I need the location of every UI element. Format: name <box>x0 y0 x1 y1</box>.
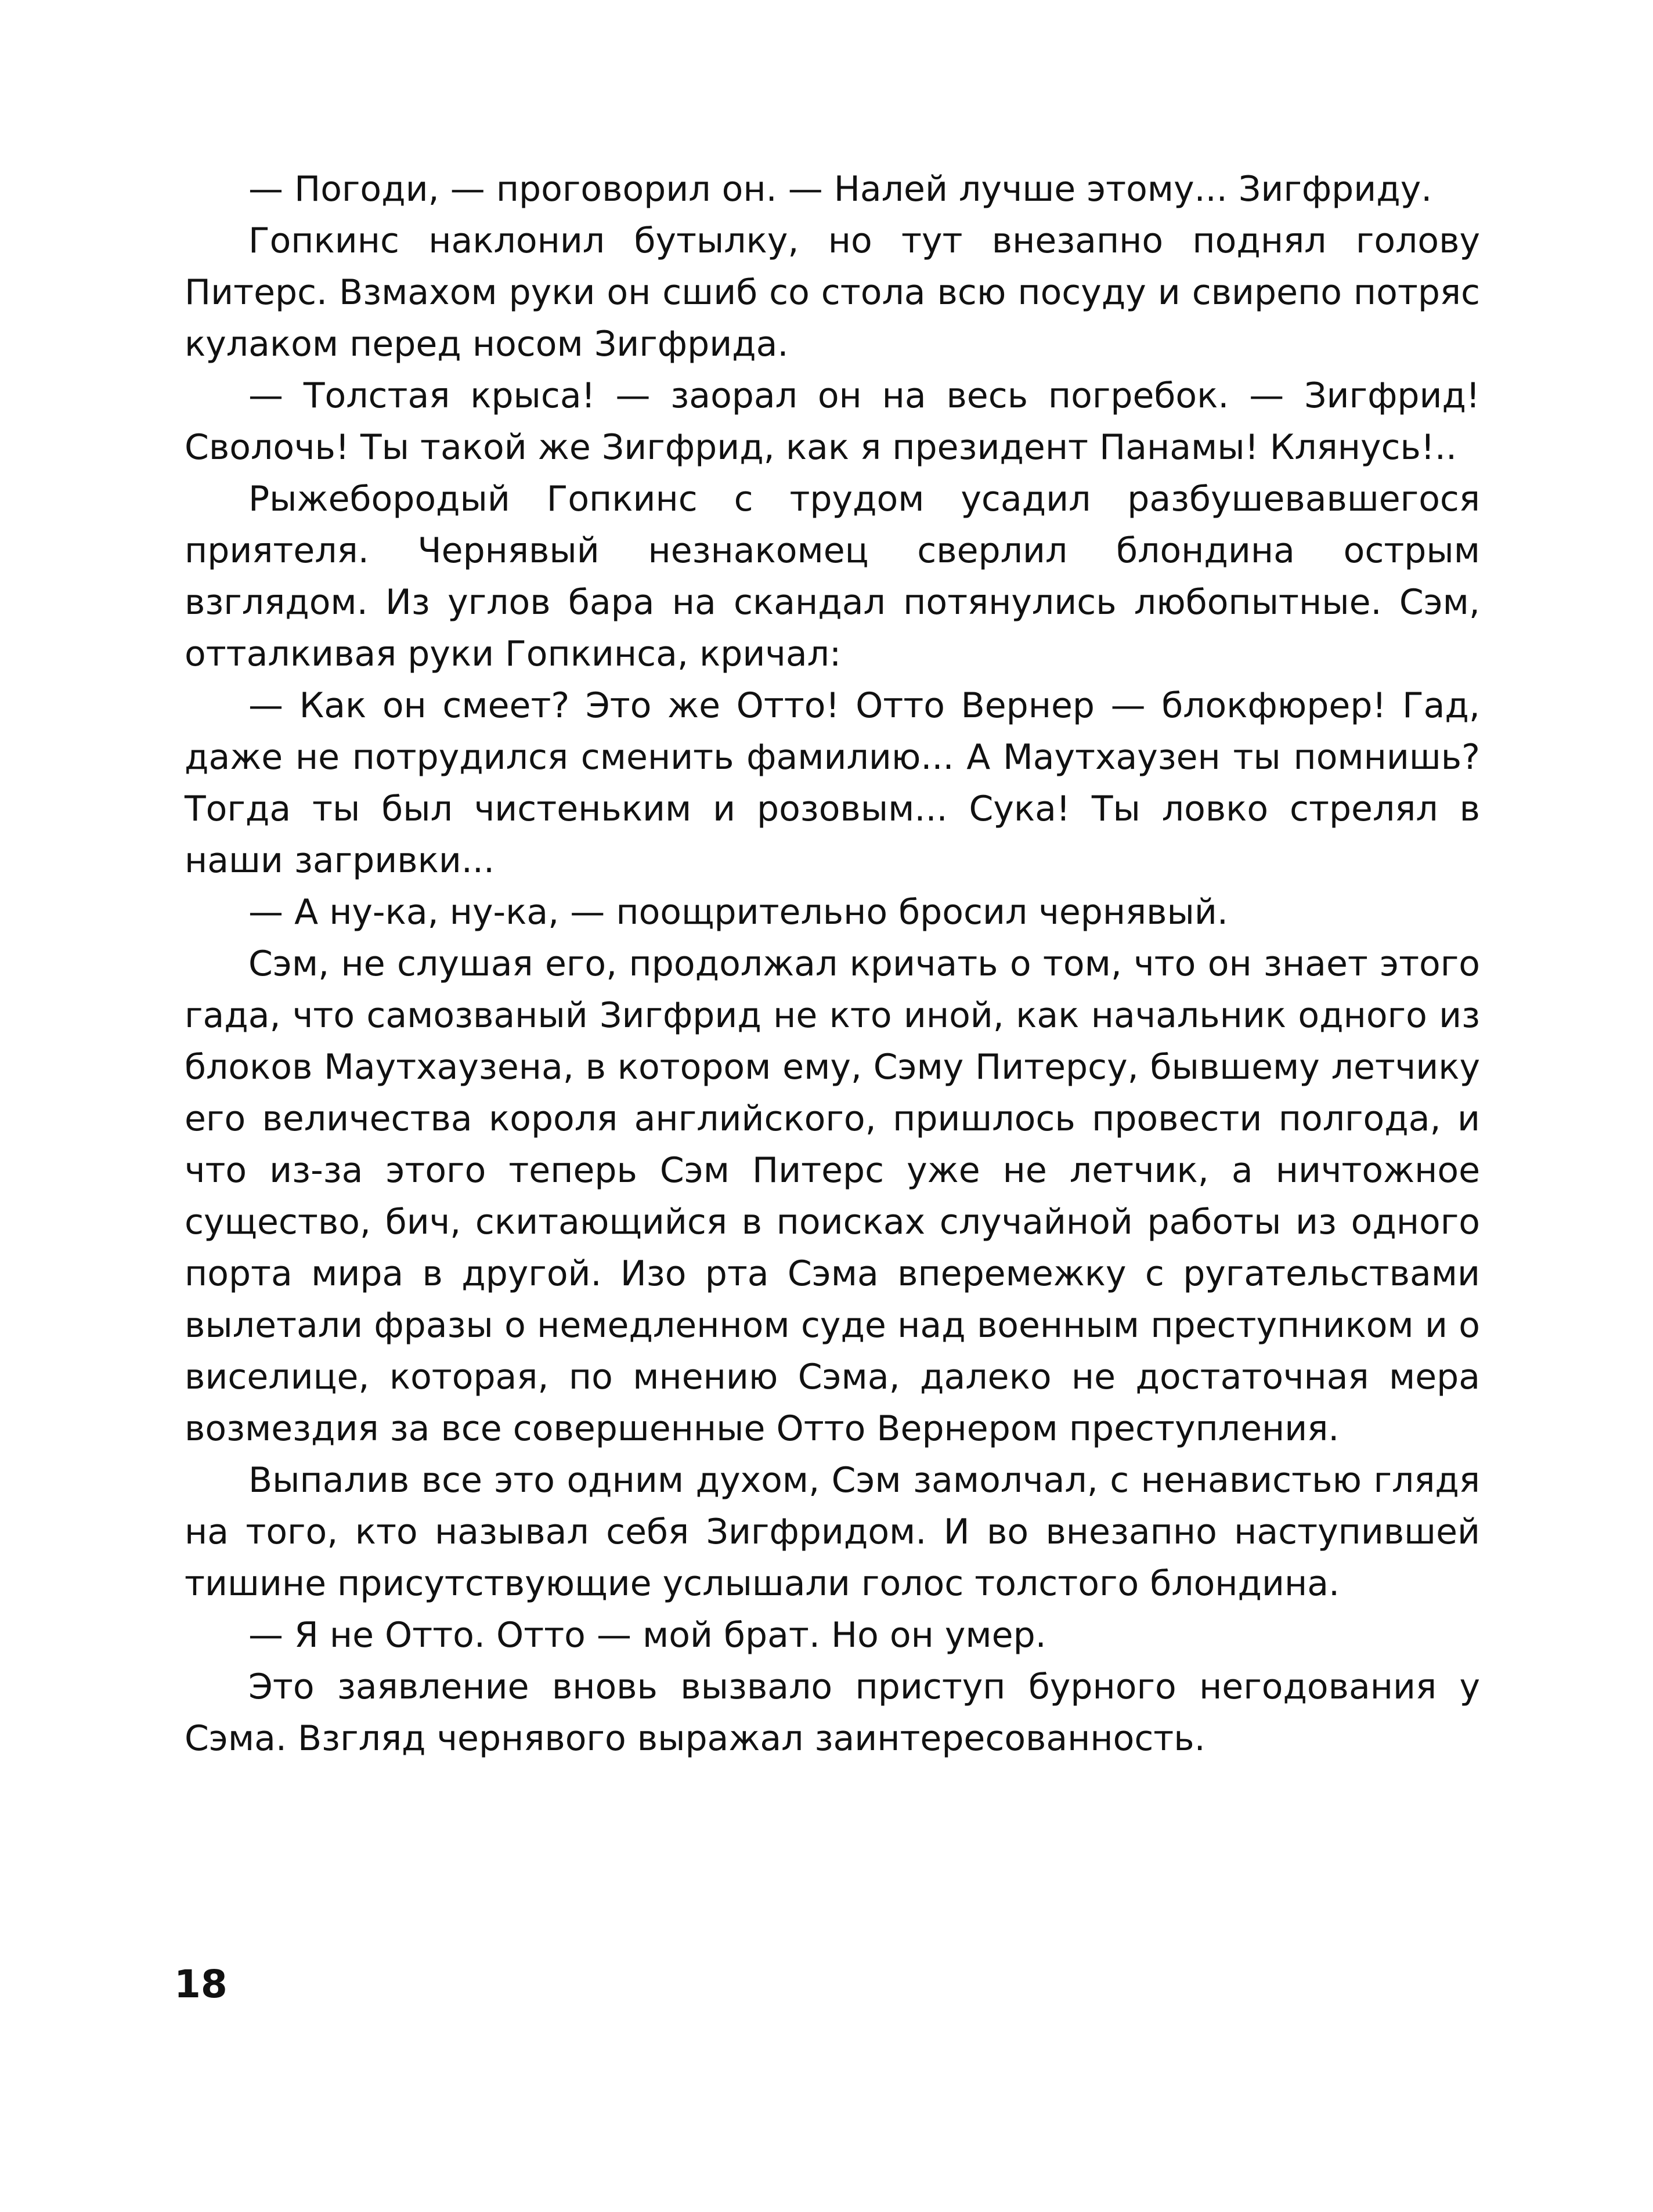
paragraph-1: — Погоди, — проговорил он. — Налей лучше этому... Зигфриду. <box>248 169 1432 209</box>
paragraph-6: — А ну-ка, ну-ка, — поощрительно бросил чернявый. <box>248 892 1228 932</box>
paragraph-4: Рыжебородый Гопкинс с трудом усадил разбушевавшегося приятеля. Чернявый незнакомец сверлил блондина острым взглядом. Из углов бара на скандал потянулись любопытные. Сэм, отталкивая руки Гопкинса, кричал: <box>185 479 1480 674</box>
paragraph-3: — Толстая крыса! — заорал он на весь погребок. — Зигфрид! Сволочь! Ты такой же Зигфрид, как я президент Панамы! Клянусь!.. <box>185 375 1480 468</box>
paragraph-5: — Как он смеет? Это же Отто! Отто Вернер — блокфюрер! Гад, даже не потрудился сменить фамилию... А Маутхаузен ты помнишь? Тогда ты был чистеньким и розовым... Сука! Ты ловко стрелял в наши загривки... <box>185 685 1480 881</box>
page-number: 18 <box>174 1962 228 2007</box>
paragraph-9: — Я не Отто. Отто — мой брат. Но он умер. <box>248 1615 1046 1656</box>
paragraph-7: Сэм, не слушая его, продолжал кричать о том, что он знает этого гада, что самозваный Зигфрид не кто иной, как начальник одного из блоков Маутхаузена, в котором ему, Сэму Питерсу, бывшему летчику его величества короля английского, пришлось провести полгода, и что из-за этого теперь Сэм Питерс уже не летчик, а ничтожное существо, бич, скитающийся в поисках случайной работы из одного порта мира в другой. Изо рта Сэма вперемежку с ругательствами вылетали фразы о немедленном суде над военным преступником и о виселице, которая, по мнению Сэма, далеко не достаточная мера возмездия за все совершенные Отто Вернером преступления. <box>185 944 1480 1449</box>
paragraph-2: Гопкинс наклонил бутылку, но тут внезапно поднял голову Питерс. Взмахом руки он сшиб со стола всю посуду и свирепо потряс кулаком перед носом Зигфрида. <box>185 221 1480 364</box>
paragraph-10: Это заявление вновь вызвало приступ бурного негодования у Сэма. Взгляд чернявого выражал заинтересованность. <box>185 1667 1480 1759</box>
paragraph-8: Выпалив все это одним духом, Сэм замолчал, с ненавистью глядя на того, кто называл себя Зигфридом. И во внезапно наступившей тишине присутствующие услышали голос толстого блондина. <box>185 1460 1480 1604</box>
body-text <box>185 164 1480 1765</box>
